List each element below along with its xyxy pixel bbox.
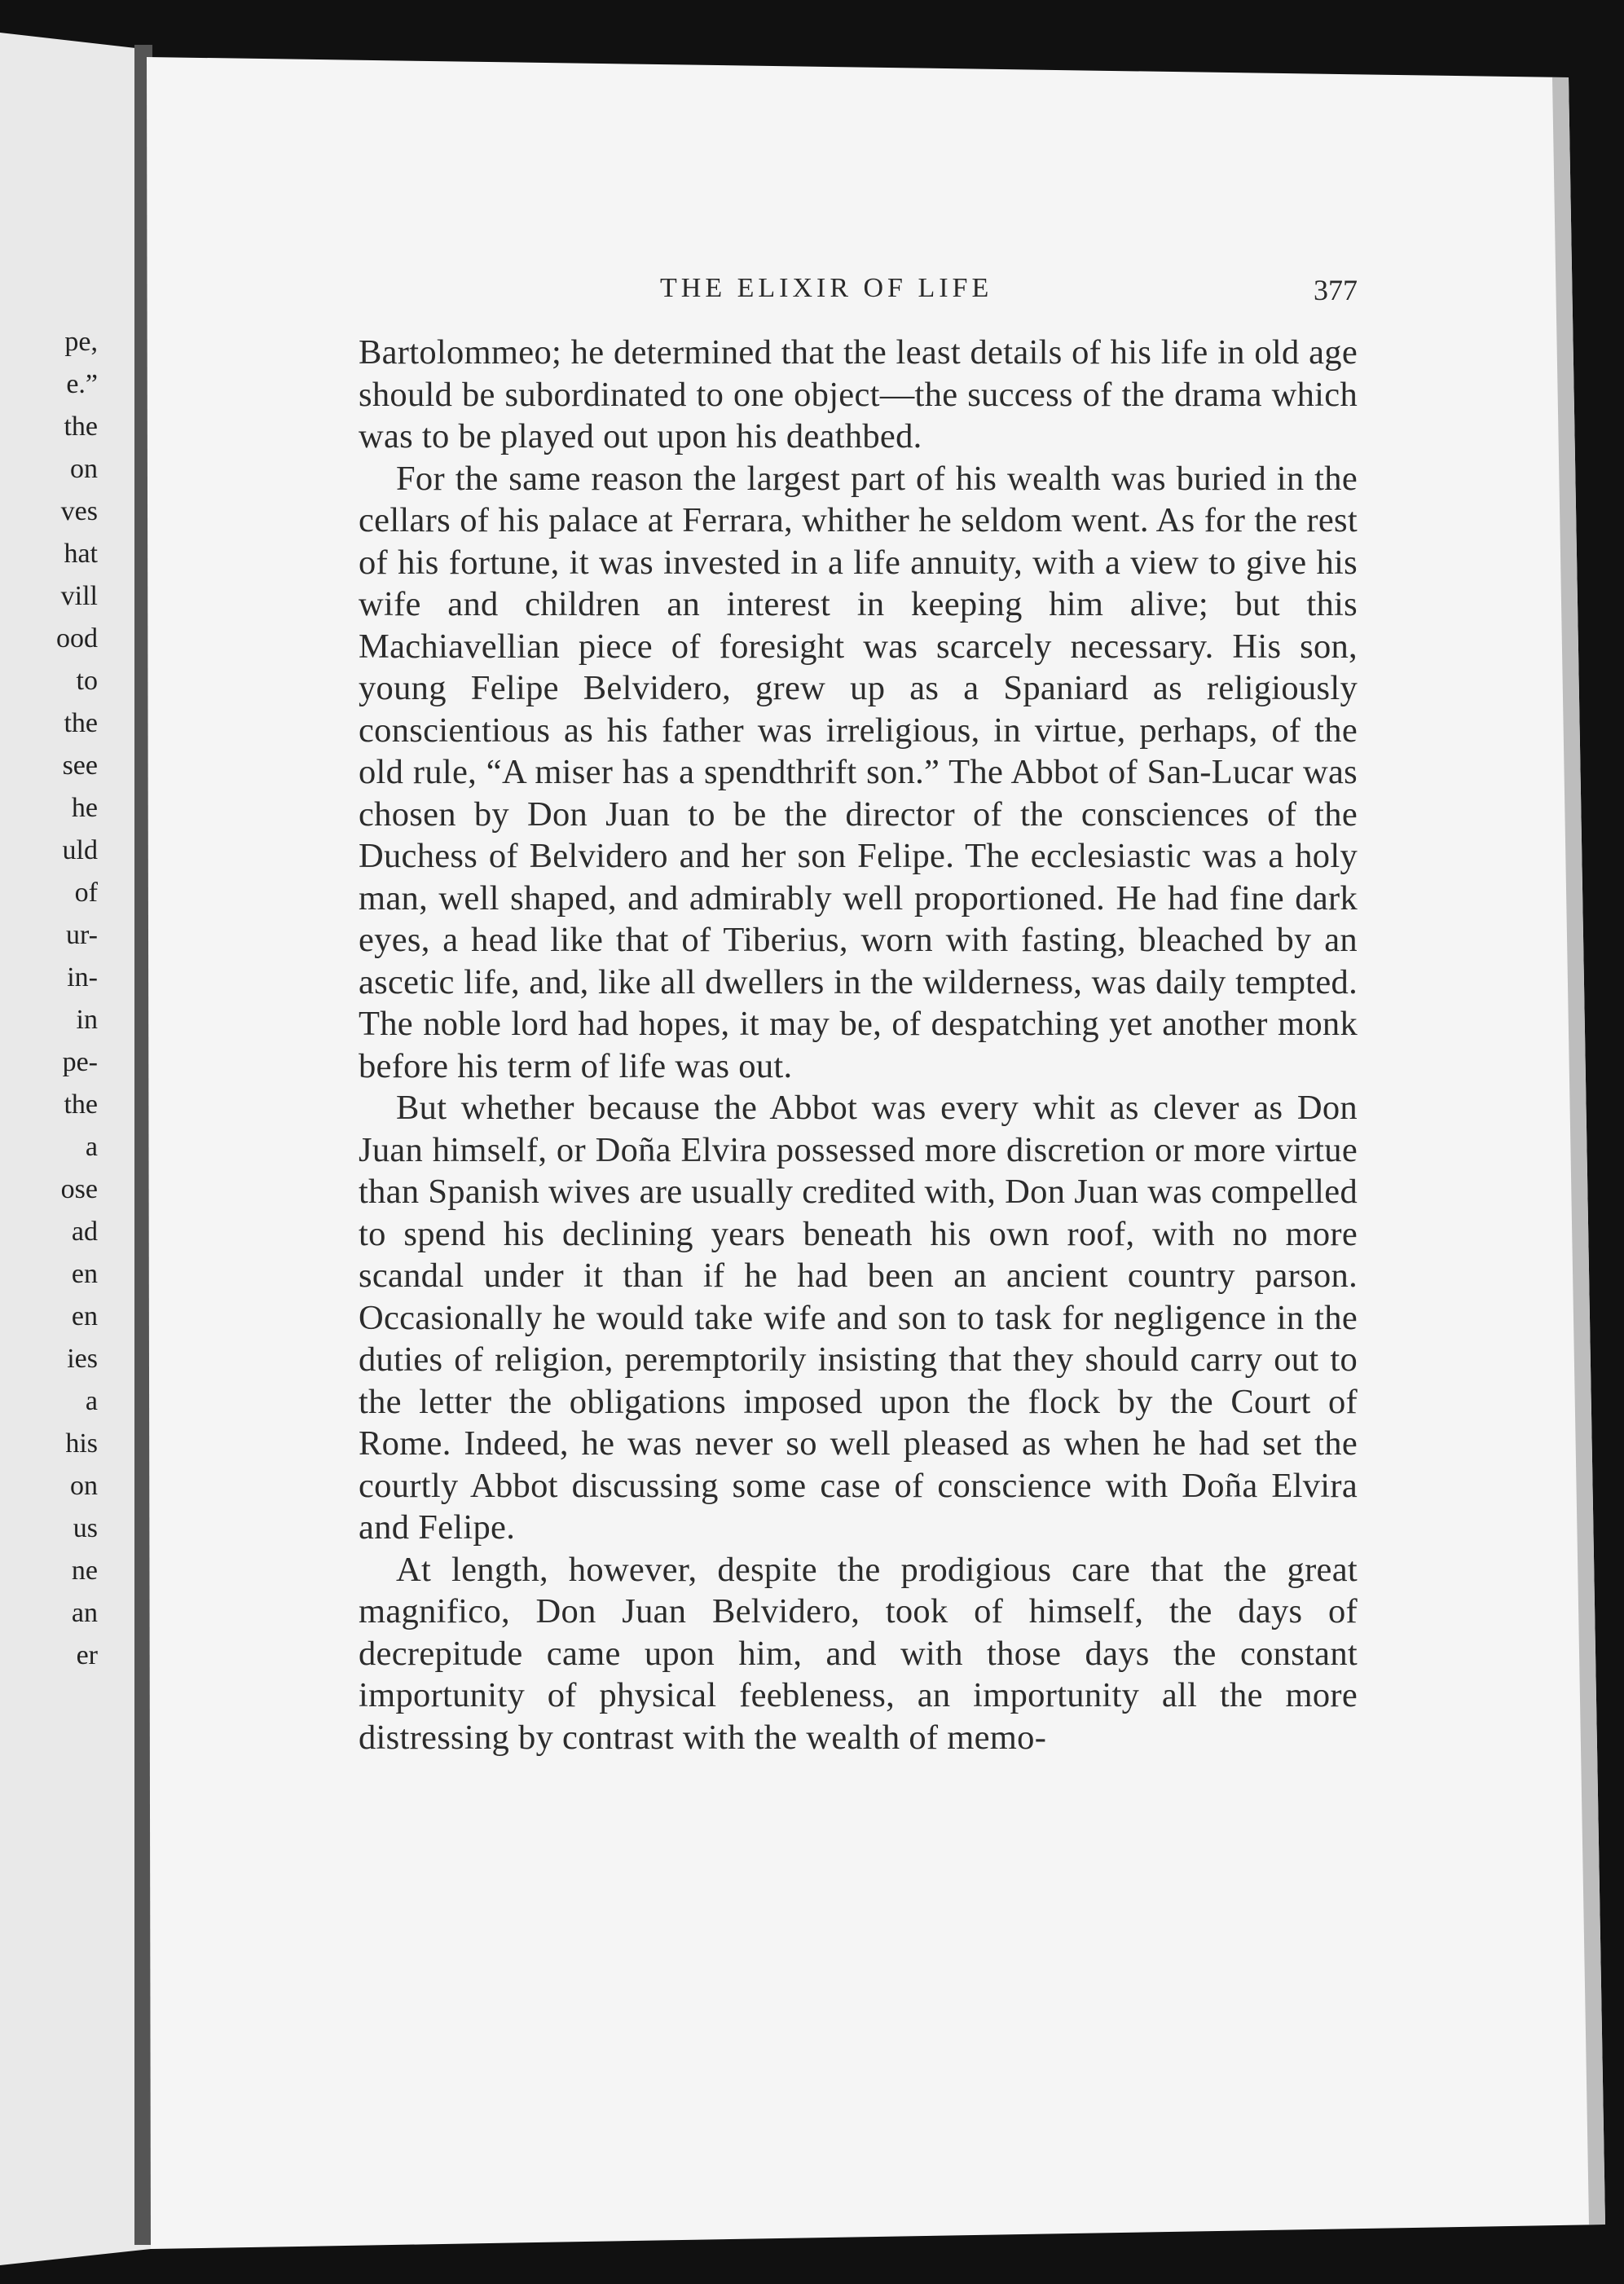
facing-page-fragment: a (85, 1132, 98, 1162)
facing-page-fragment: e.” (66, 369, 98, 399)
facing-page-fragment: us (73, 1513, 98, 1543)
facing-page-fragment: he (71, 793, 98, 823)
facing-page-fragment: his (65, 1428, 98, 1459)
facing-page-fragment: vill (60, 581, 98, 611)
facing-page-fragment: the (64, 1089, 98, 1120)
facing-page-fragment: on (70, 1471, 98, 1501)
facing-page-fragment: ves (60, 496, 98, 526)
paragraph: At length, however, despite the prodigious care that the great magnifico, Don Juan Belvidero, took of himself, the days of decrepitude came upon him, and with those days the constant importunity of physical feebleness, an importunity all the more distressing by contrast with the wealth of memo- (359, 1550, 1358, 1757)
facing-page-fragment: uld (62, 835, 98, 865)
facing-page-fragment: the (64, 708, 98, 738)
facing-page-fragment: ood (56, 623, 98, 654)
facing-page-fragment: see (62, 750, 98, 781)
paragraph: Bartolommeo; he determined that the least details of his life in old age should be subordinated to one object—the success of the drama which was to be played out upon his deathbed. (359, 333, 1358, 455)
paragraph: But whether because the Abbot was every whit as clever as Don Juan himself, or Doña Elvira possessed more discretion or more virtue than Spanish wives are usually credited with, Don Juan was compelled to spend his declining years beneath his own roof, with no more scandal under it than if he had been an ancient country parson. Occasionally he would take wife and son to task for negligence in the duties of religion, peremptorily insisting that they should carry out to the letter the obligations imposed upon the flock by the Court of Rome. Indeed, he was never so well pleased as when he had set the courtly Abbot discussing some case of conscience with Doña Elvira and Felipe. (359, 1089, 1358, 1547)
facing-page-fragment: ose (60, 1174, 98, 1204)
facing-page-fragment: ur- (66, 920, 98, 950)
facing-page-fragment: of (74, 878, 98, 908)
facing-page-fragment: a (85, 1386, 98, 1416)
body-text (359, 332, 1358, 1758)
running-title: THE ELIXIR OF LIFE (660, 273, 993, 303)
facing-page-text (0, 326, 98, 1682)
facing-page-fragment: on (70, 454, 98, 484)
page-number: 377 (1314, 274, 1358, 306)
facing-page-fragment: er (76, 1640, 98, 1670)
facing-page-fragment: pe- (62, 1047, 98, 1077)
facing-page-fragment: ad (71, 1217, 98, 1247)
facing-page-fragment: en (71, 1301, 98, 1331)
facing-page-fragment: the (64, 411, 98, 442)
facing-page-fragment: pe, (64, 327, 98, 357)
facing-page-fragment: to (76, 666, 98, 696)
facing-page-fragment: in (76, 1005, 98, 1035)
facing-page-fragment: hat (64, 539, 98, 569)
facing-page-fragment: ne (71, 1556, 98, 1586)
running-header (359, 273, 1358, 322)
facing-page-fragment: in- (67, 962, 98, 992)
facing-page-fragment: ies (67, 1344, 98, 1374)
facing-page-fragment: an (71, 1598, 98, 1628)
facing-page-fragment: en (71, 1259, 98, 1289)
paragraph: For the same reason the largest part of his wealth was buried in the cellars of his palace at Ferrara, whither he seldom went. As for the rest of his fortune, it was invested in a life annuity, with a view to give his wife and children an interest in keeping him alive; but this Machiavellian piece of foresight was scarcely necessary. His son, young Felipe Belvidero, grew up as a Spaniard as religiously conscientious as his father was irreligious, in virtue, perhaps, of the old rule, “A miser has a spendthrift son.” The Abbot of San-Lucar was chosen by Don Juan to be the director of the consciences of the Duchess of Belvidero and her son Felipe. The ecclesiastic was a holy man, well shaped, and admirably well proportioned. He had fine dark eyes, a head like that of Tiberius, worn with fasting, bleached by an ascetic life, and, like all dwellers in the wilderness, was daily tempted. The noble lord had hopes, it may be, of despatching yet another monk before his term of life was out. (359, 459, 1358, 1085)
